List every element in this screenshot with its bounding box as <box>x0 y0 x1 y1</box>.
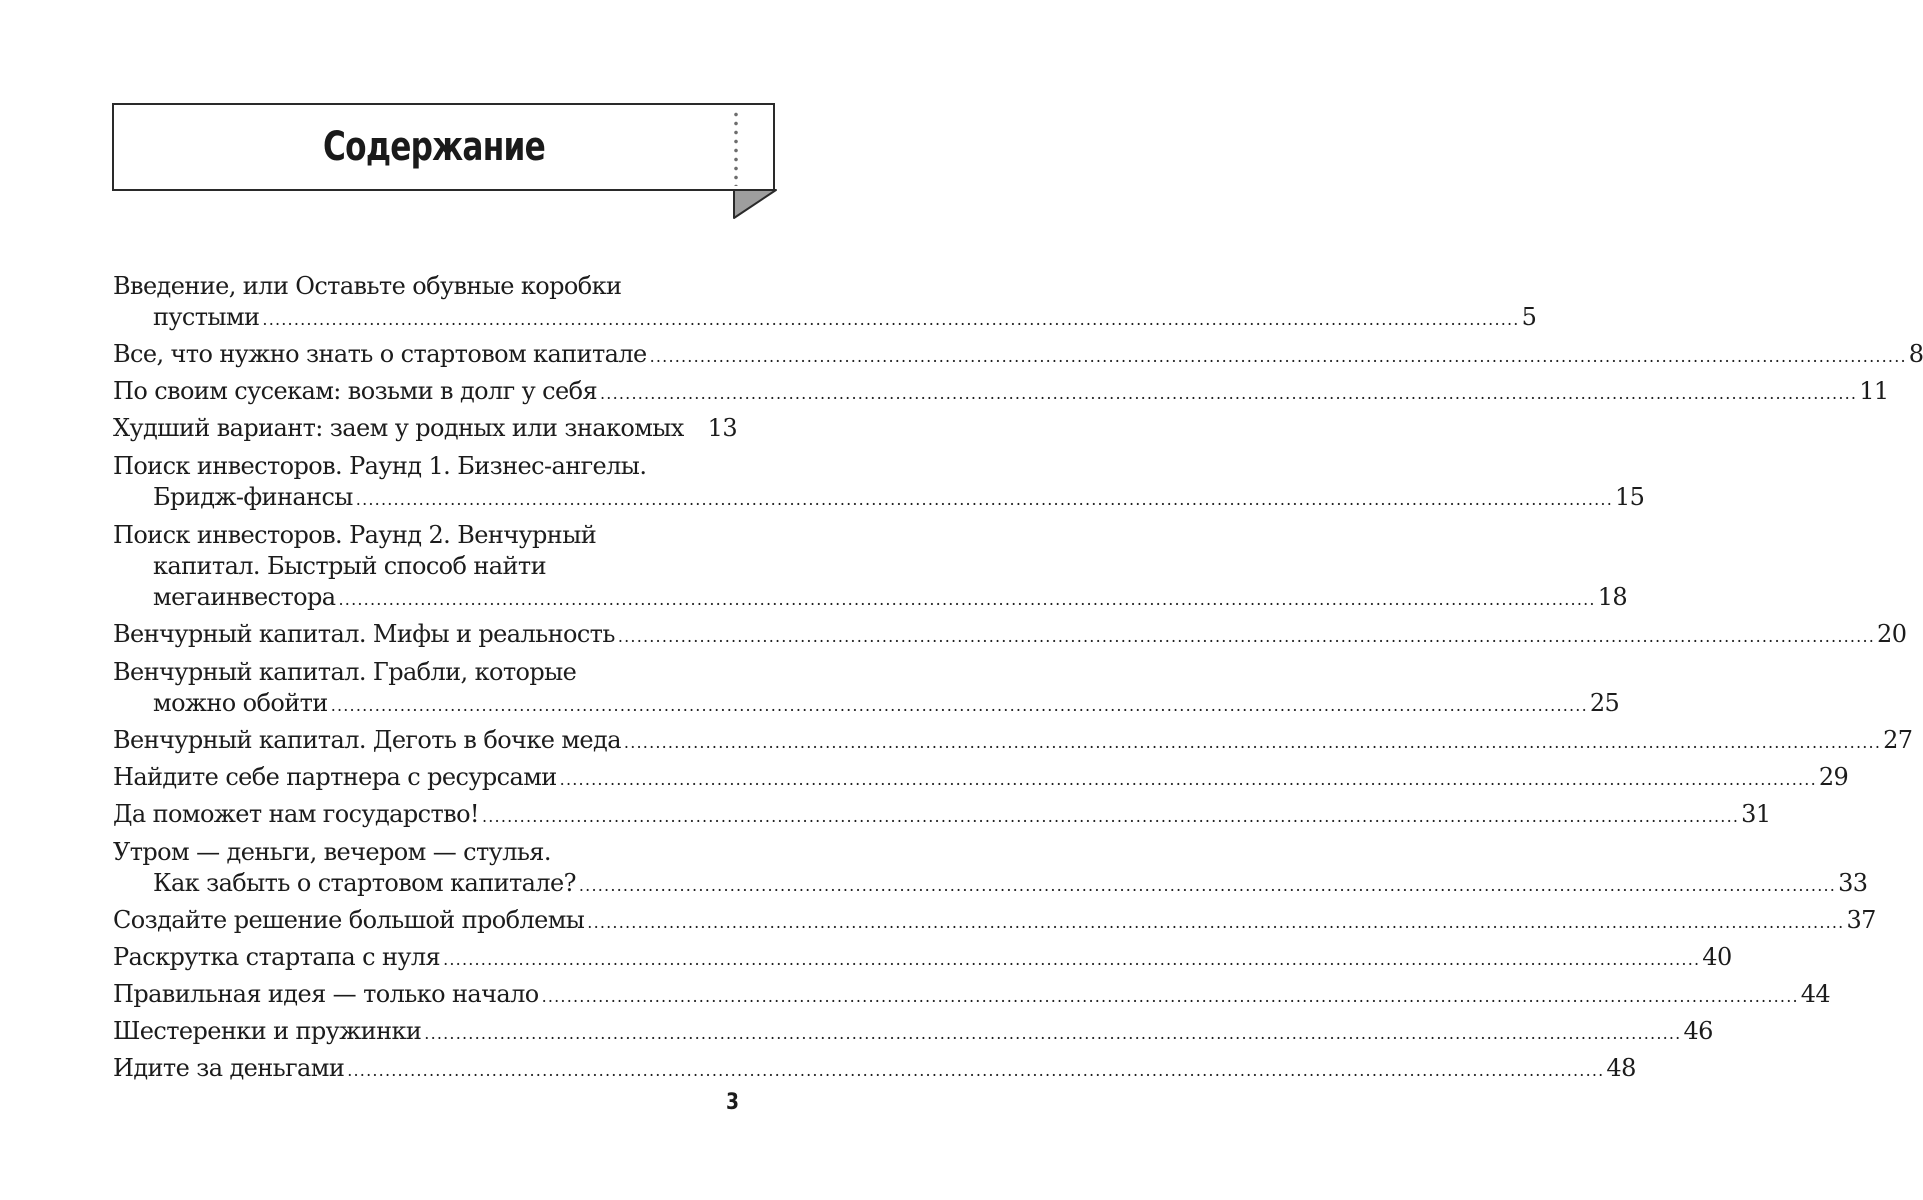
toc-entry[interactable] <box>113 799 1771 830</box>
dot-leader: ........................................................................................................................................................................................................ <box>578 876 1837 895</box>
toc-page-number: 8 <box>1908 340 1923 368</box>
toc-entry[interactable] <box>113 725 1913 756</box>
toc-entry-title: Да поможет нам государство! <box>113 800 479 828</box>
toc-entry-last-line <box>113 979 1831 1010</box>
folded-corner-decoration <box>733 190 777 220</box>
toc-entry[interactable] <box>113 376 1889 407</box>
toc-entry-last-line <box>113 725 1913 756</box>
toc-entry-last-line <box>113 799 1771 830</box>
toc-entry[interactable] <box>113 619 1907 650</box>
toc-entry-last-line <box>113 376 1889 407</box>
toc-entry-title: пустыми <box>153 303 260 331</box>
toc-page-number: 5 <box>1521 303 1537 331</box>
toc-entry[interactable] <box>113 905 1876 936</box>
toc-entry-title: Венчурный капитал. Мифы и реальность <box>113 620 615 648</box>
toc-entry-last-line <box>113 905 1876 936</box>
toc-entry-title: По своим сусекам: возьми в долг у себя <box>113 377 598 405</box>
dot-leader: ........................................................................................................................................................................................................ <box>559 770 1817 789</box>
toc-page-number: 13 <box>707 414 737 442</box>
dot-leader: ........................................................................................................................................................................................................ <box>262 310 1520 329</box>
toc-page-number: 11 <box>1859 377 1889 405</box>
toc-entry[interactable] <box>113 942 1732 973</box>
dot-leader: ........................................................................................................................................................................................................ <box>347 1061 1605 1080</box>
toc-entry-line: капитал. Быстрый способ найти <box>153 552 546 580</box>
toc-entry-last-line <box>113 762 1849 793</box>
toc-entry[interactable] <box>113 1053 1636 1084</box>
dot-leader: ........................................................................................................................................................................................................ <box>330 696 1588 715</box>
toc-entry-last-line <box>113 942 1732 973</box>
toc-entry-last-line <box>113 339 1923 370</box>
toc-entry-title: можно обойти <box>153 689 328 717</box>
toc-page-number: 33 <box>1838 869 1868 897</box>
toc-page-number: 15 <box>1614 483 1645 511</box>
toc-entry-line: Введение, или Оставьте обувные коробки <box>113 272 622 300</box>
toc-entry-last-line <box>113 1016 1713 1047</box>
toc-page-number: 20 <box>1877 620 1907 648</box>
dot-leader: ........................................................................................................................................................................................................ <box>481 807 1740 826</box>
toc-entry-title: Раскрутка стартапа с нуля <box>113 943 441 971</box>
toc-entry[interactable] <box>113 413 737 444</box>
toc-entry[interactable] <box>113 837 1868 899</box>
dot-leader: ........................................................................................................................................................................................................ <box>623 733 1882 752</box>
toc-entry-title: Худший вариант: заем у родных или знакомых <box>113 414 684 442</box>
page-number: 3 <box>725 1090 739 1115</box>
toc-entry[interactable] <box>113 339 1923 370</box>
toc-entry-title: мегаинвестора <box>153 583 336 611</box>
toc-page-number: 31 <box>1741 800 1771 828</box>
toc-entry-title: Все, что нужно знать о стартовом капитале <box>113 340 647 368</box>
toc-entry[interactable] <box>113 657 1620 719</box>
toc-entry-title: Венчурный капитал. Деготь в бочке меда <box>113 726 621 754</box>
toc-entry-last-line <box>113 619 1907 650</box>
toc-page-number: 29 <box>1818 763 1849 791</box>
dot-leader: ........................................................................................................................................................................................................ <box>424 1024 1682 1043</box>
dot-leader: ........................................................................................................................................................................................................ <box>617 627 1876 646</box>
toc-entry-last-line <box>113 482 1645 513</box>
toc-entry-title: Идите за деньгами <box>113 1054 345 1082</box>
toc-page-number: 25 <box>1589 689 1620 717</box>
toc-entry-last-line <box>113 582 1628 613</box>
toc-page-number: 44 <box>1800 980 1831 1008</box>
toc-page-number: 37 <box>1846 906 1876 934</box>
toc-entry[interactable] <box>113 520 1628 613</box>
toc-entry-title: Правильная идея — только начало <box>113 980 539 1008</box>
toc-entry-title: Найдите себе партнера с ресурсами <box>113 763 557 791</box>
toc-page-number: 40 <box>1702 943 1732 971</box>
dot-leader: ........................................................................................................................................................................................................ <box>600 384 1858 403</box>
toc-entry-last-line <box>113 413 737 444</box>
dot-leader: ........................................................................................................................................................................................................ <box>541 987 1799 1006</box>
dot-leader: ........................................................................................................................................................................................................ <box>355 490 1613 509</box>
dot-leader: ........................................................................................................................................................................................................ <box>649 347 1907 366</box>
toc-entry-title: Шестеренки и пружинки <box>113 1017 422 1045</box>
toc-entry-last-line <box>113 868 1868 899</box>
title-banner <box>112 103 775 191</box>
toc-page-number: 46 <box>1683 1017 1713 1045</box>
table-of-contents <box>113 271 1923 1084</box>
page-title: Содержание <box>323 124 545 170</box>
toc-entry-title: Бридж-финансы <box>153 483 353 511</box>
toc-entry[interactable] <box>113 762 1849 793</box>
toc-page-number: 48 <box>1606 1054 1636 1082</box>
toc-entry-line: Венчурный капитал. Грабли, которые <box>113 658 577 686</box>
dot-leader: ........................................................................................................................................................................................................ <box>338 590 1596 609</box>
toc-entry[interactable] <box>113 1016 1713 1047</box>
toc-entry-last-line <box>113 1053 1636 1084</box>
toc-page-number: 18 <box>1597 583 1628 611</box>
toc-page-number: 27 <box>1883 726 1913 754</box>
toc-entry-last-line <box>113 688 1620 719</box>
toc-entry-line: Поиск инвесторов. Раунд 1. Бизнес-ангелы. <box>113 452 647 480</box>
toc-entry-line: Поиск инвесторов. Раунд 2. Венчурный <box>113 521 597 549</box>
toc-entry-title: Как забыть о стартовом капитале? <box>153 869 576 897</box>
toc-entry-line: Утром — деньги, вечером — стулья. <box>113 838 551 866</box>
dot-leader: ........................................................................................................................................................................................................ <box>587 913 1845 932</box>
toc-entry-last-line <box>113 302 1537 333</box>
dotted-fold-line <box>733 110 739 186</box>
toc-entry-title: Создайте решение большой проблемы <box>113 906 585 934</box>
toc-entry[interactable] <box>113 271 1537 333</box>
dot-leader: ........................................................................................................................................................................................................ <box>443 950 1701 969</box>
toc-entry[interactable] <box>113 979 1831 1010</box>
toc-entry[interactable] <box>113 451 1645 513</box>
